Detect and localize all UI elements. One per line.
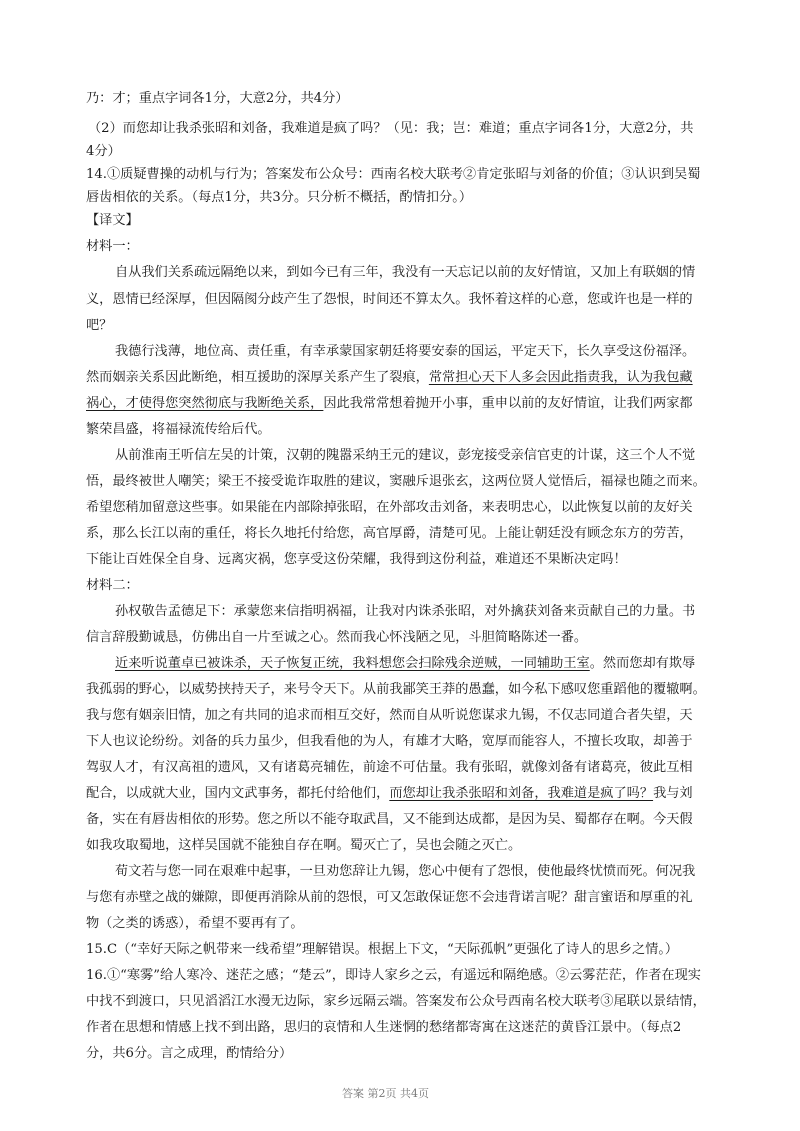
material-label: 材料二： — [86, 578, 139, 593]
text-line: 悟，最终被世人嘲笑；梁王不接受诡诈取胜的建议，窦融斥退张玄，这两位贤人觉悟后，福禄也随之而来。 — [86, 474, 706, 489]
material-label: 材料一： — [86, 239, 139, 254]
underlined-sentence: 祸心，才使得您突然彻底与我断绝关系， — [86, 396, 324, 411]
underlined-sentence: 近来听说董卓已被诛杀，天子恢复正统，我料想您会扫除残余逆贼，一同辅助王室 — [115, 656, 590, 671]
section-heading: 【译文】 — [86, 213, 139, 228]
text-line: 荀文若与您一同在艰难中起事，一旦劝您辞让九锡，您心中便有了怨恨，使他最终忧愤而死。何况我 — [115, 864, 696, 879]
answer-16: 16.①“寒雾”给人寒冷、迷茫之感；“楚云”，即诗人家乡之云，有遥远和隔绝感。②云雾茫茫，作者在现实 — [86, 968, 701, 983]
text-line — [86, 787, 693, 800]
answer-15: 15.C（“幸好天际之帆带来一线希望”理解错误。根据上下文，“天际孤帆”更强化了诗人的思乡之情。） — [86, 942, 679, 957]
text-line: 孙权敬告孟德足下：承蒙您来信指明祸福，让我对内诛杀张昭，对外擒获刘备来贡献自己的力量。书 — [115, 604, 696, 619]
text-line: 与您有赤壁之战的嫌隙，即便再消除从前的怨恨，可又怎敢保证您不会违背诺言呢？甜言蜜语和厚重的礼 — [86, 890, 693, 905]
text-line: 自从我们关系疏远隔绝以来，到如今已有三年，我没有一天忘记以前的友好情谊，又加上有联姻的情 — [115, 265, 696, 280]
text-line: 备，实在有唇齿相依的形势。您之所以不能夺取武昌，又不能到达成都，是因为吴、蜀都存在啊。今天假 — [86, 812, 693, 827]
text-line: 繁荣昌盛，将福禄流传给后代。 — [86, 422, 271, 437]
text-segment: 。然而您却有欺辱 — [589, 656, 696, 671]
underlined-sentence: 常常担心天下人多会因此指责我，认为我包藏 — [428, 370, 693, 385]
text-line: 信言辞殷勤诚恳，仿佛出自一片至诚之心。然而我心怀浅陋之见，斗胆简略陈述一番。 — [86, 630, 588, 645]
page-footer: 答案 第2页 共4页 — [342, 1087, 429, 1100]
text-line: 吧？ — [86, 318, 113, 333]
text-line: 从前淮南王听信左吴的计策，汉朝的隗嚣采纳王元的建议，彭宠接受亲信官吏的计谋，这三个人不觉 — [115, 448, 696, 463]
text-line: 14.①质疑曹操的动机与行为；答案发布公众号：西南名校大联考②肯定张昭与刘备的价值；③认识到吴蜀 — [86, 167, 701, 182]
text-line: 作者在思想和情感上找不到出路，思归的哀情和人生迷惘的愁绪都寄寓在这迷茫的黄昏江景中。（每点2 — [86, 1020, 682, 1035]
text-line: 唇齿相依的关系。（每点1分，共3分。只分析不概括，酌情扣分。） — [86, 190, 473, 205]
text-line: 如我攻取蜀地，这样吴国就不能独自存在啊。蜀灭亡了，吴也会随之灭亡。 — [86, 838, 522, 853]
text-line: 系，那么长江以南的重任，将长久地托付给您，高官厚爵，清楚可见。上能让朝廷没有顾念东方的劳苦， — [86, 526, 693, 541]
text-line: 中找不到渡口，只见滔滔江水漫无边际，家乡远隔云端。答案发布公众号西南名校大联考③尾联以景结情， — [86, 994, 706, 1009]
text-line: 希望您稍加留意这些事。如果能在内部除掉张昭，在外部攻击刘备，来表明忠心，以此恢复以前的友好关 — [86, 500, 693, 515]
text-line: 义，恩情已经深厚，但因隔阂分歧产生了怨恨，时间还不算太久。我怀着这样的心意，您或许也是一样的 — [86, 292, 693, 307]
text-line — [115, 657, 695, 670]
text-line: 物（之类的诱惑），希望不要再有了。 — [86, 916, 304, 931]
text-segment: 因此我常常想着抛开小事，重申以前的友好情谊，让我们两家都 — [323, 396, 693, 411]
text-line — [86, 397, 693, 410]
text-line: （2）而您却让我杀张昭和刘备，我难道是疯了吗？（见：我；岂：难道；重点字词各1分，大意2分，共 — [88, 121, 694, 136]
text-segment: 我与刘 — [653, 786, 693, 801]
text-line: 驾驭人才，有汉高祖的遗风，又有诸葛亮辅佐，前途不可估量。我有张昭，就像刘备有诸葛亮，彼此互相 — [86, 760, 693, 775]
text-line: 我与您有姻亲旧情，加之有共同的追求而相互交好，然而自从听说您谋求九锡，不仅志同道合者失望，天 — [86, 708, 693, 723]
text-line: 下能让百姓保全自身、远离灾祸，您享受这份荣耀，我得到这份利益，难道还不果断决定吗！ — [86, 552, 627, 567]
text-line: 我孤弱的野心，以威势挟持天子，来号令天下。从前我鄙笑王莽的愚蠢，如今私下感叹您重蹈他的覆辙啊。 — [86, 682, 706, 697]
underlined-sentence: 而您却让我杀张昭和刘备，我难道是疯了吗？ — [389, 786, 654, 801]
text-line: 4分） — [86, 144, 121, 159]
text-segment: 然而姻亲关系因此断绝，相互援助的深厚关系产生了裂痕， — [86, 370, 429, 385]
text-line: 下人也议论纷纷。刘备的兵力虽少，但我看他的为人，有雄才大略，宽厚而能容人，不擅长攻取，却善于 — [86, 734, 693, 749]
text-line: 我德行浅薄，地位高、责任重，有幸承蒙国家朝廷将要安泰的国运，平定天下，长久享受这份福泽。 — [115, 344, 696, 359]
text-segment: 配合，以成就大业，国内文武事务，都托付给他们， — [86, 786, 390, 801]
text-line: 乃：才；重点字词各1分，大意2分，共4分） — [86, 91, 349, 106]
text-line: 分，共6分。言之成理，酌情给分） — [86, 1046, 293, 1061]
text-line — [86, 371, 693, 384]
